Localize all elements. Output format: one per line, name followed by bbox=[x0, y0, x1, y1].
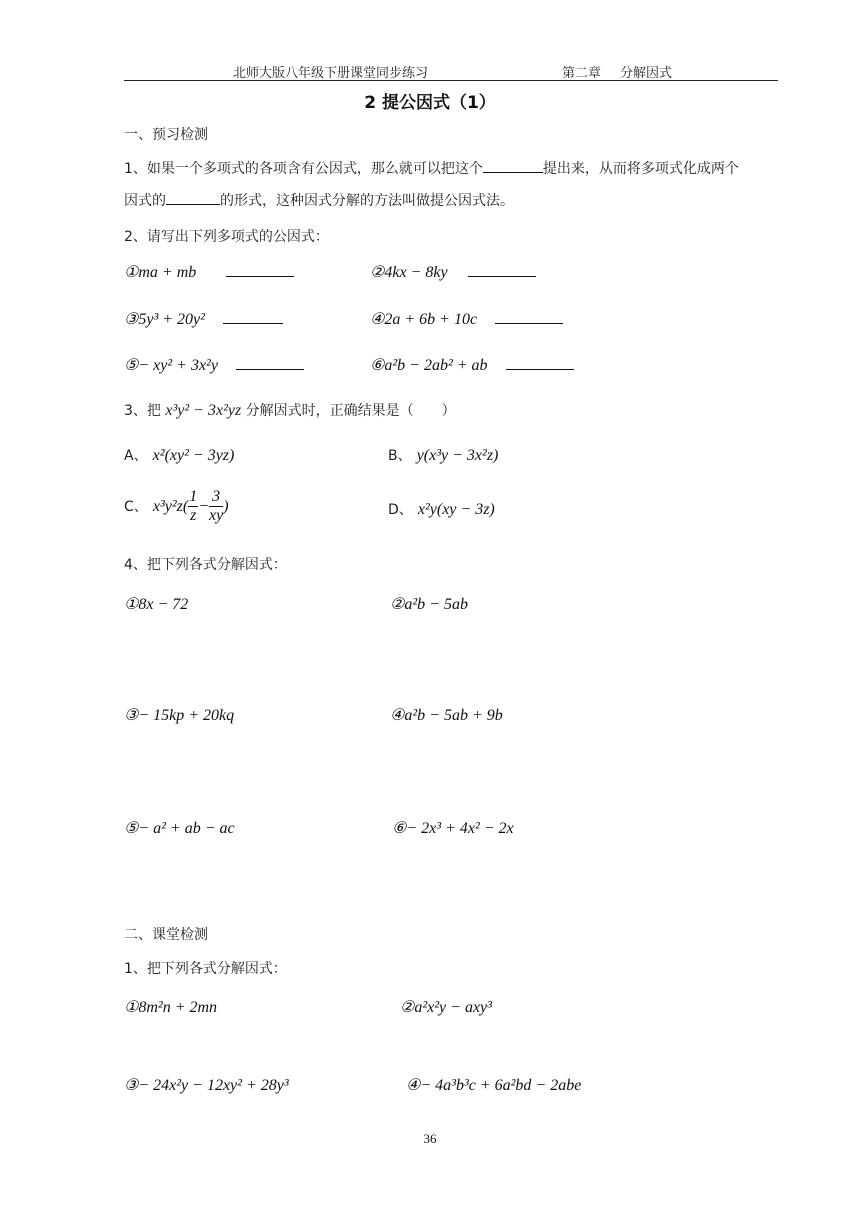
s1-q2-item-6 bbox=[370, 355, 574, 375]
denominator: xy bbox=[209, 507, 224, 524]
expr: ⑥a²b − 2ab² + ab bbox=[370, 357, 488, 374]
answer-blank[interactable] bbox=[468, 264, 536, 277]
s1-q4-prompt: 4、把下列各式分解因式： bbox=[124, 557, 287, 573]
option-expr: y(x³y − 3x²z) bbox=[416, 447, 499, 464]
answer-blank[interactable] bbox=[236, 357, 304, 370]
answer-blank[interactable] bbox=[226, 264, 294, 277]
answer-blank[interactable] bbox=[223, 311, 283, 324]
numerator: 3 bbox=[209, 488, 223, 507]
s1-q4-item-1: ①8x − 72 bbox=[124, 596, 189, 613]
s1-q2-item-4 bbox=[370, 309, 563, 329]
s1-q2-item-1 bbox=[124, 262, 294, 282]
s1-q2-item-2 bbox=[370, 262, 536, 282]
expr: ②4kx − 8ky bbox=[370, 264, 448, 281]
header-rule bbox=[124, 80, 778, 81]
header-topic: 分解因式 bbox=[620, 66, 673, 81]
s1-q4-item-6: ⑥− 2x³ + 4x² − 2x bbox=[392, 820, 514, 837]
fraction-2 bbox=[209, 488, 223, 525]
expr: ⑤− xy² + 3x²y bbox=[124, 357, 218, 374]
s1-q1-text-b: 提出来，从而将多项式化成两个 bbox=[542, 161, 739, 177]
s1-q4-item-2: ②a²b − 5ab bbox=[390, 596, 468, 613]
numerator: 1 bbox=[189, 488, 198, 505]
answer-blank[interactable] bbox=[495, 311, 563, 324]
s2-q1-item-3: ③− 24x²y − 12xy² + 28y³ bbox=[124, 1077, 289, 1094]
section1-heading: 一、预习检测 bbox=[124, 127, 208, 143]
s2-q1-prompt: 1、把下列各式分解因式： bbox=[124, 961, 287, 977]
s1-q1-text-d: 的形式，这种因式分解的方法叫做提公因式法。 bbox=[220, 193, 514, 209]
s2-q1-item-2: ②a²x²y − axy³ bbox=[400, 999, 492, 1016]
expr: ③5y³ + 20y² bbox=[124, 311, 205, 328]
option-label: C、 bbox=[124, 499, 148, 515]
answer-blank[interactable] bbox=[506, 357, 574, 370]
option-expr: x²y(xy − 3z) bbox=[417, 501, 495, 518]
s1-q3-prompt bbox=[124, 400, 456, 420]
option-label: D、 bbox=[388, 502, 413, 518]
fraction-1 bbox=[188, 488, 198, 525]
expr: ①ma + mb bbox=[124, 264, 197, 281]
s1-q4-item-4: ④a²b − 5ab + 9b bbox=[390, 707, 503, 724]
s1-q1-text-c: 因式的 bbox=[124, 193, 166, 209]
s1-q4-item-5: ⑤− a² + ab − ac bbox=[124, 820, 235, 837]
header-book-title: 北师大版八年级下册课堂同步练习 bbox=[233, 66, 429, 81]
q3-text-a: 3、把 bbox=[124, 403, 161, 419]
s2-q1-item-4: ④− 4a³b³c + 6a²bd − 2abe bbox=[406, 1077, 582, 1094]
option-label: A、 bbox=[124, 448, 148, 464]
s1-q1-line1 bbox=[124, 158, 739, 178]
option-expr: x²(xy² − 3yz) bbox=[152, 447, 235, 464]
s1-q4-item-3: ③− 15kp + 20kq bbox=[124, 707, 235, 724]
q3-expression: x³y² − 3x²yz bbox=[165, 402, 242, 419]
q3-option-d[interactable] bbox=[388, 499, 495, 519]
expr: ④2a + 6b + 10c bbox=[370, 311, 478, 328]
s1-q2-item-3 bbox=[124, 309, 283, 329]
close-paren: ) bbox=[223, 498, 229, 515]
section2-heading: 二、课堂检测 bbox=[124, 927, 208, 943]
q3-text-b: 分解因式时，正确结果是（ ） bbox=[245, 403, 456, 419]
s2-q1-item-1: ①8m²n + 2mn bbox=[124, 999, 218, 1016]
q3-option-a[interactable] bbox=[124, 445, 234, 465]
page-number: 36 bbox=[423, 1131, 437, 1146]
q3-option-c[interactable] bbox=[124, 488, 229, 525]
denominator: z bbox=[190, 507, 197, 524]
s1-q1-line2 bbox=[124, 190, 514, 210]
s1-q2-prompt: 2、请写出下列多项式的公因式： bbox=[124, 229, 329, 245]
minus-sign: − bbox=[198, 498, 210, 515]
s1-q2-item-5 bbox=[124, 355, 304, 375]
s1-q1-blank1[interactable] bbox=[483, 160, 543, 173]
option-label: B、 bbox=[388, 448, 412, 464]
s1-q1-text-a: 1、如果一个多项式的各项含有公因式，那么就可以把这个 bbox=[124, 161, 483, 177]
q3-option-b[interactable] bbox=[388, 445, 498, 465]
page-title: 2 提公因式（1） bbox=[364, 93, 496, 113]
option-expr-pre: x³y²z( bbox=[152, 498, 189, 515]
s1-q1-blank2[interactable] bbox=[166, 192, 220, 205]
header-chapter: 第二章 bbox=[562, 66, 602, 81]
